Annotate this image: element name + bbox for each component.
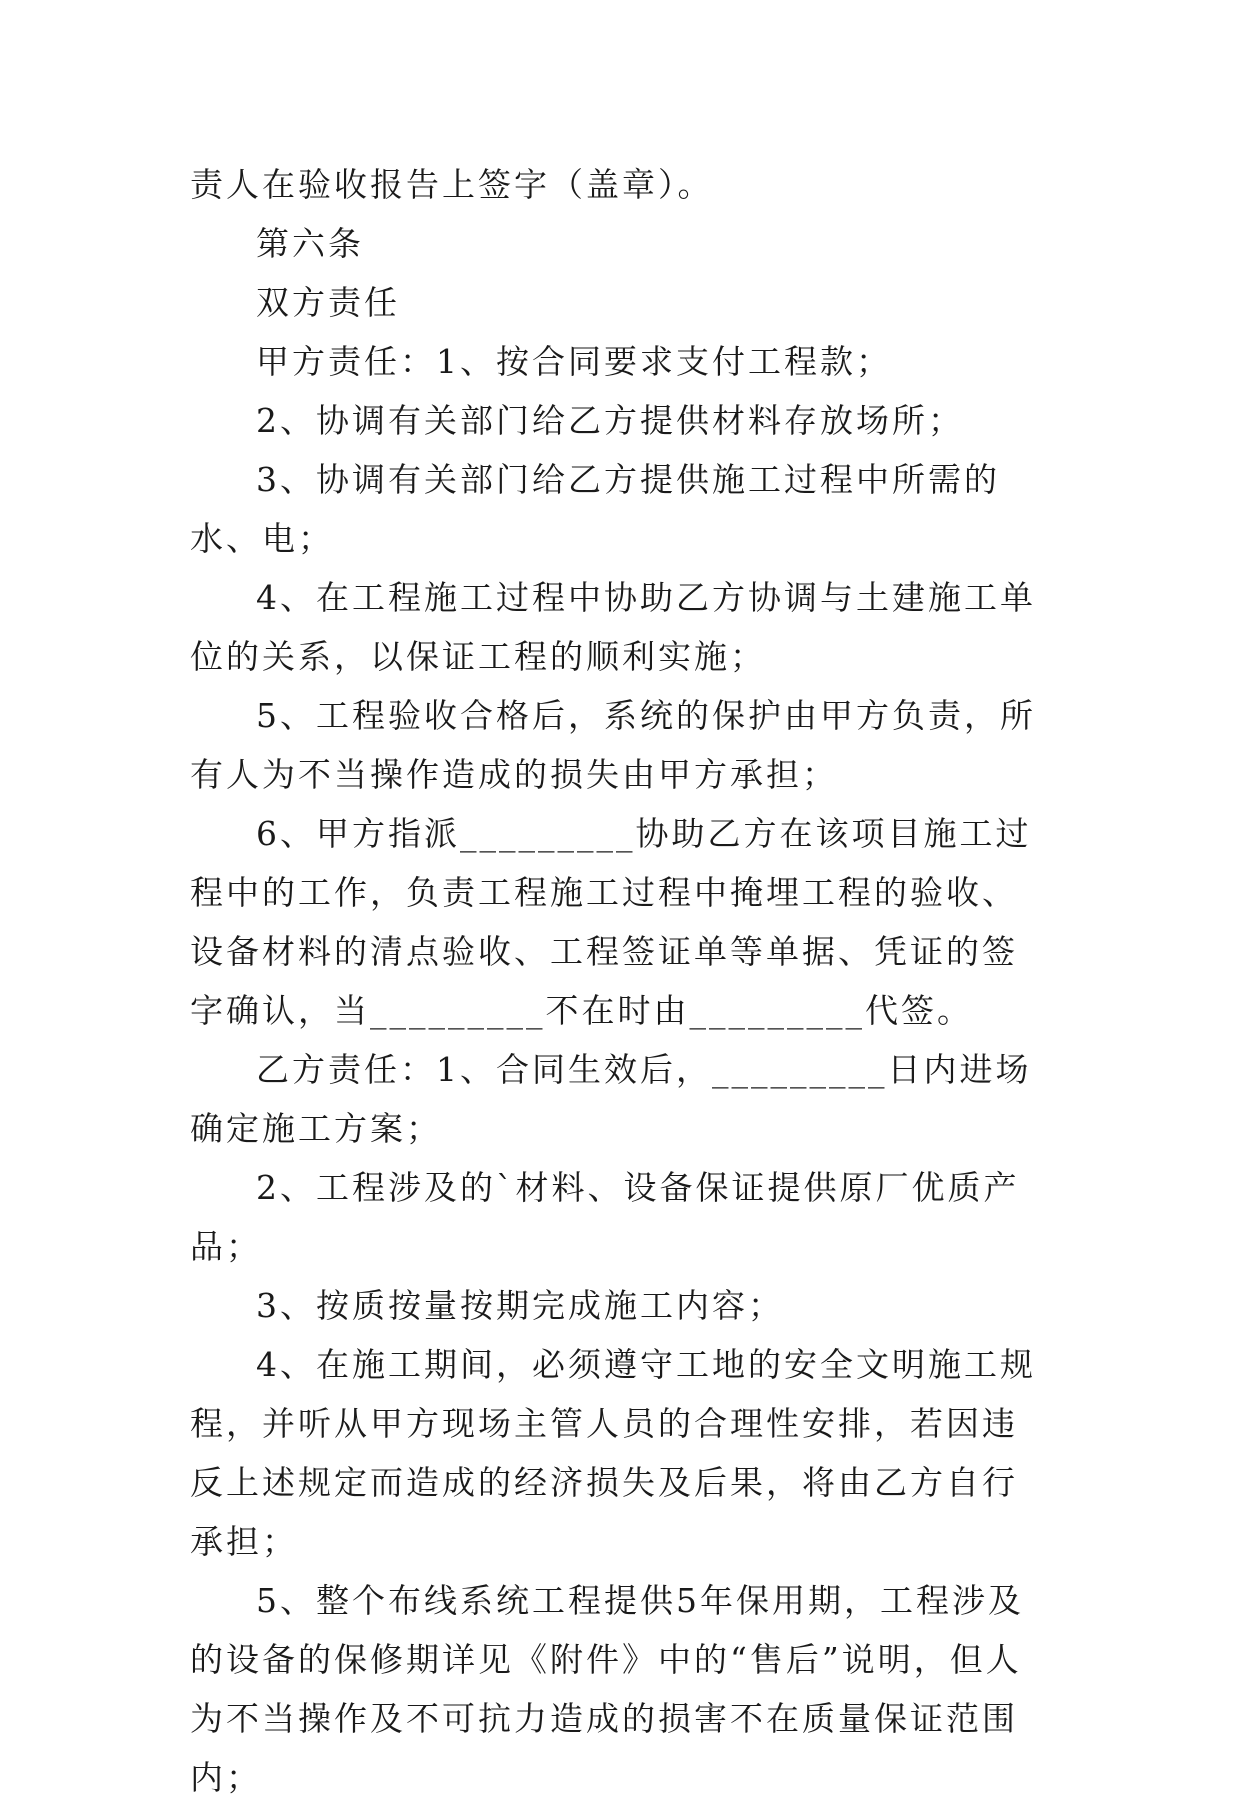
party-a-item-4: 4、在工程施工过程中协助乙方协调与土建施工单位的关系，以保证工程的顺利实施； xyxy=(190,578,1036,676)
article-heading: 第六条 xyxy=(256,224,364,263)
party-b-item-3: 3、按质按量按期完成施工内容； xyxy=(256,1286,784,1325)
party-a-item-2: 2、协调有关部门给乙方提供材料存放场所； xyxy=(256,401,964,440)
paragraph-continuation: 责人在验收报告上签字（盖章）。 xyxy=(190,165,714,204)
party-a-item-1: 甲方责任：1、按合同要求支付工程款； xyxy=(256,342,892,381)
section-title: 双方责任 xyxy=(256,283,400,322)
party-b-item-4: 4、在施工期间，必须遵守工地的安全文明施工规程，并听从甲方现场主管人员的合理性安排，若因违反上述规定而造成的经济损失及后果，将由乙方自行承担； xyxy=(190,1345,1036,1561)
party-b-item-1: 乙方责任：1、合同生效后，_________日内进场确定施工方案； xyxy=(190,1050,1032,1148)
party-b-item-5: 5、整个布线系统工程提供5年保用期，工程涉及的设备的保修期详见《附件》中的“售后”说明，但人为不当操作及不可抗力造成的损害不在质量保证范围内； xyxy=(190,1581,1024,1797)
party-b-item-2: 2、工程涉及的`材料、设备保证提供原厂优质产品； xyxy=(190,1168,1020,1266)
party-a-item-3: 3、协调有关部门给乙方提供施工过程中所需的水、电； xyxy=(190,460,1000,558)
document-body xyxy=(190,155,1050,1807)
party-a-item-5: 5、工程验收合格后，系统的保护由甲方负责，所有人为不当操作造成的损失由甲方承担； xyxy=(190,696,1036,794)
party-a-item-6: 6、甲方指派_________协助乙方在该项目施工过程中的工作，负责工程施工过程中掩埋工程的验收、设备材料的清点验收、工程签证单等单据、凭证的签字确认，当_________不在时由_________代签。 xyxy=(190,814,1032,1030)
